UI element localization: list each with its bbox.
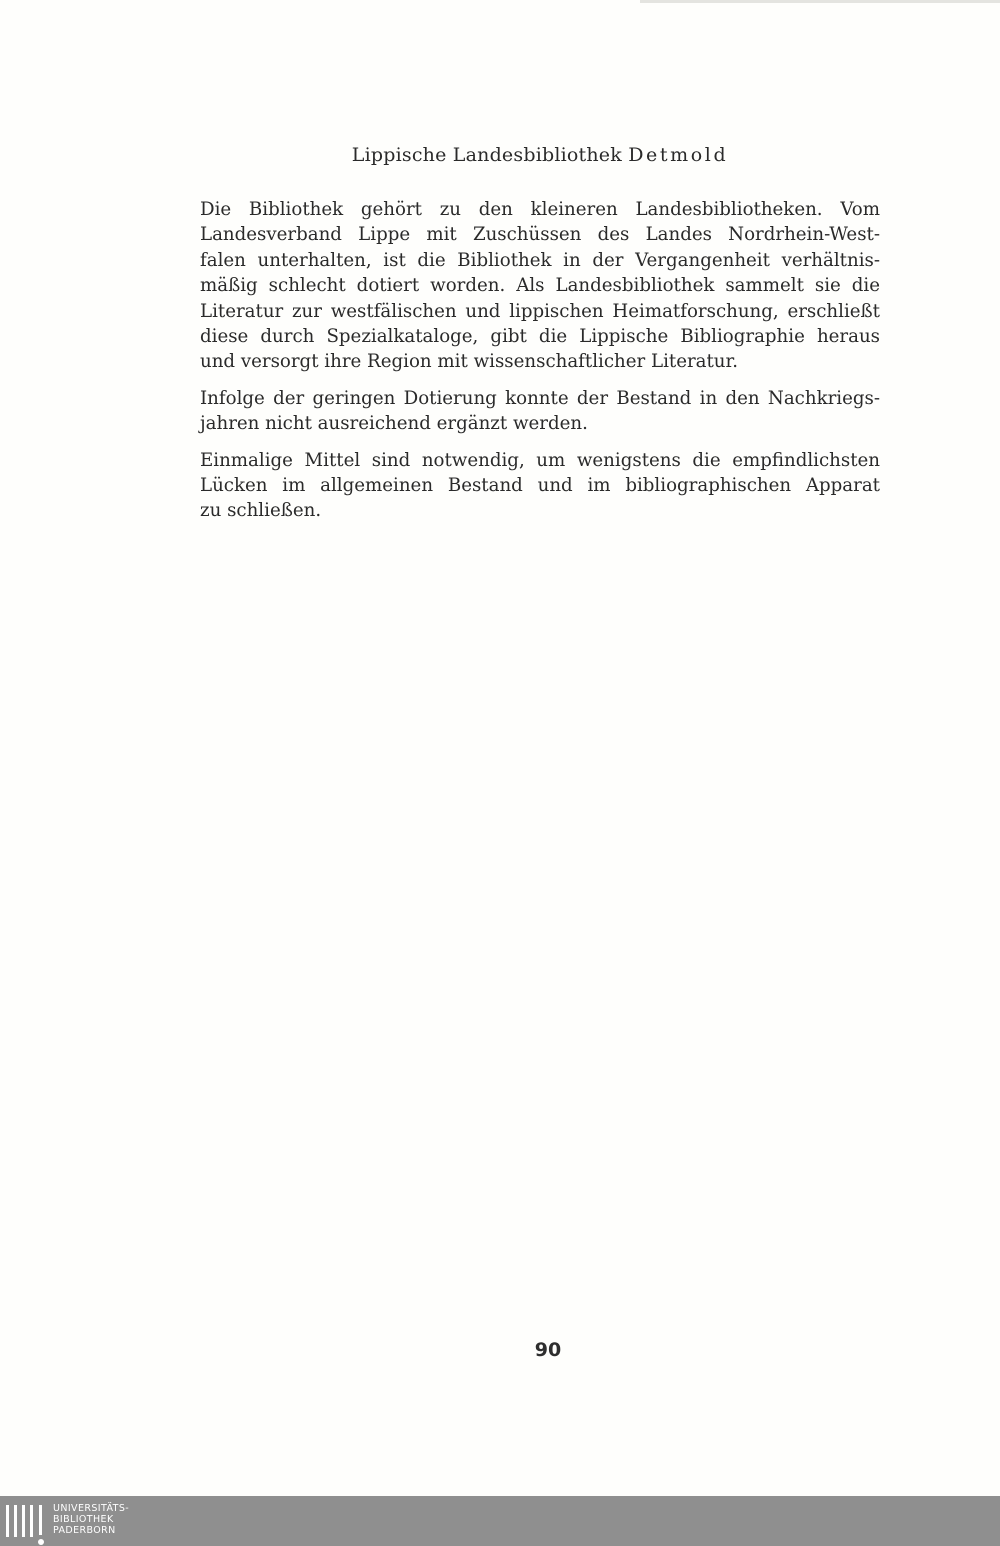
text-line: und versorgt ihre Region mit wissenschaftlicher Literatur. [200, 351, 738, 373]
library-bars-logo-icon [6, 1505, 46, 1543]
text-line: Landesverband Lippe mit Zuschüssen des Landes Nordrhein-West- [200, 224, 880, 246]
logo-bar [22, 1505, 25, 1537]
text-line: zu schließen. [200, 500, 322, 522]
paragraph-1 [200, 197, 880, 375]
text-line: Einmalige Mittel sind notwendig, um wenigstens die empfindlichsten [200, 449, 880, 471]
text-line: Die Bibliothek gehört zu den kleineren Landesbibliotheken. Vom [200, 199, 880, 220]
library-name-line: PADERBORN [53, 1525, 116, 1536]
logo-bar [14, 1505, 17, 1537]
text-line: falen unterhalten, ist die Bibliothek in der Vergangenheit verhältnis- [200, 249, 880, 271]
library-name [53, 1503, 129, 1536]
text-line: Lücken im allgemeinen Bestand und im bibliographischen Apparat [200, 475, 880, 497]
logo-bar [6, 1505, 9, 1537]
text-line: diese durch Spezialkataloge, gibt die Lippische Bibliographie heraus [200, 326, 880, 348]
logo-bar [30, 1505, 33, 1537]
library-name-line: BIBLIOTHEK [53, 1514, 114, 1525]
text-line: Infolge der geringen Dotierung konnte der Bestand in den Nachkriegs- [200, 387, 880, 409]
logo-dot [38, 1539, 44, 1545]
heading-city: Detmold [628, 144, 729, 166]
scan-edge [640, 0, 1000, 3]
logo-bar [39, 1505, 42, 1535]
text-line: Literatur zur westfälischen und lippischen Heimatforschung, erschließt [200, 300, 880, 322]
page-heading [200, 141, 880, 169]
text-line: mäßig schlecht dotiert worden. Als Landesbibliothek sammelt sie die [200, 275, 880, 297]
heading-institution: Lippische Landesbibliothek [351, 144, 622, 166]
page-number: 90 [534, 1339, 562, 1361]
text-line: jahren nicht ausreichend ergänzt werden. [200, 413, 588, 435]
paragraph-2 [200, 386, 880, 437]
paragraph-3 [200, 448, 880, 524]
library-footer-banner [0, 1496, 1000, 1546]
body-text [200, 197, 880, 535]
library-name-line: UNIVERSITÄTS- [53, 1503, 130, 1514]
